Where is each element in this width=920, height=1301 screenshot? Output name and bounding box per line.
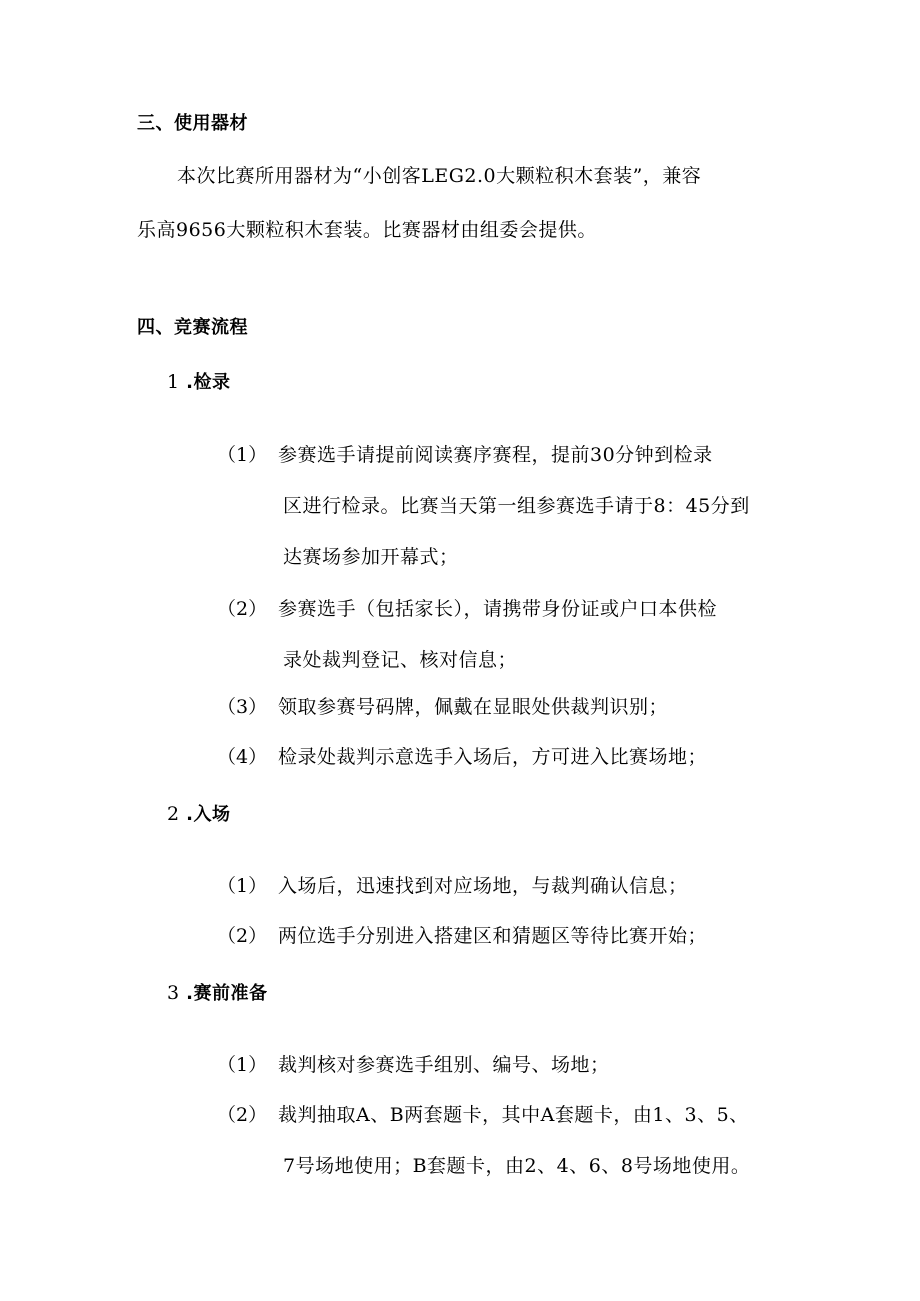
list-item-text: 两位选手分别进入搭建区和猜题区等待比赛开始； [278, 925, 708, 947]
subheading-number: 3 [167, 982, 180, 1004]
list-item-text-continued: 7号场地使用；B套题卡，由2、4、6、8号场地使用。 [283, 1155, 751, 1177]
subheading-title: .检录 [186, 372, 231, 393]
section-heading-equipment: 三、使用器材 [137, 113, 248, 134]
list-item-label: （4） [217, 746, 268, 768]
subheading-title: .入场 [186, 804, 231, 825]
list-item-label: （1） [217, 444, 268, 466]
subheading-entry [167, 802, 230, 827]
list-item-label: （1） [217, 875, 268, 897]
subheading-title: .赛前准备 [186, 983, 268, 1004]
paragraph-equipment-line-1: 本次比赛所用器材为“小创客LEG2.0大颗粒积木套装”，兼容 [177, 165, 702, 187]
section-heading-procedure: 四、竞赛流程 [137, 317, 248, 338]
subheading-number: 1 [167, 371, 180, 393]
list-item-text: 领取参赛号码牌，佩戴在显眼处供裁判识别； [278, 696, 669, 718]
list-item-text-continued: 区进行检录。比赛当天第一组参赛选手请于8：45分到 [283, 495, 750, 517]
list-item-label: （3） [217, 696, 268, 718]
list-item-label: （2） [217, 925, 268, 947]
subheading-checkin [167, 370, 230, 395]
list-item-text: 参赛选手（包括家长），请携带身份证或户口本供检 [278, 598, 718, 620]
list-item-label: （2） [217, 598, 268, 620]
list-item-text: 入场后，迅速找到对应场地，与裁判确认信息； [278, 875, 688, 897]
list-item-label: （1） [217, 1054, 268, 1076]
list-item-label: （2） [217, 1104, 268, 1126]
subheading-number: 2 [167, 803, 180, 825]
list-item-text: 裁判核对参赛选手组别、编号、场地； [278, 1054, 610, 1076]
list-item-text: 裁判抽取A、B两套题卡，其中A套题卡，由1、3、5、 [278, 1104, 749, 1126]
list-item-text-continued: 达赛场参加开幕式； [283, 546, 459, 568]
list-item-text: 检录处裁判示意选手入场后，方可进入比赛场地； [278, 746, 708, 768]
list-item-text-continued: 录处裁判登记、核对信息； [283, 649, 518, 671]
list-item-text: 参赛选手请提前阅读赛序赛程，提前30分钟到检录 [278, 444, 713, 466]
subheading-preparation [167, 981, 267, 1006]
paragraph-equipment-line-2: 乐高9656大颗粒积木套装。比赛器材由组委会提供。 [137, 219, 597, 241]
